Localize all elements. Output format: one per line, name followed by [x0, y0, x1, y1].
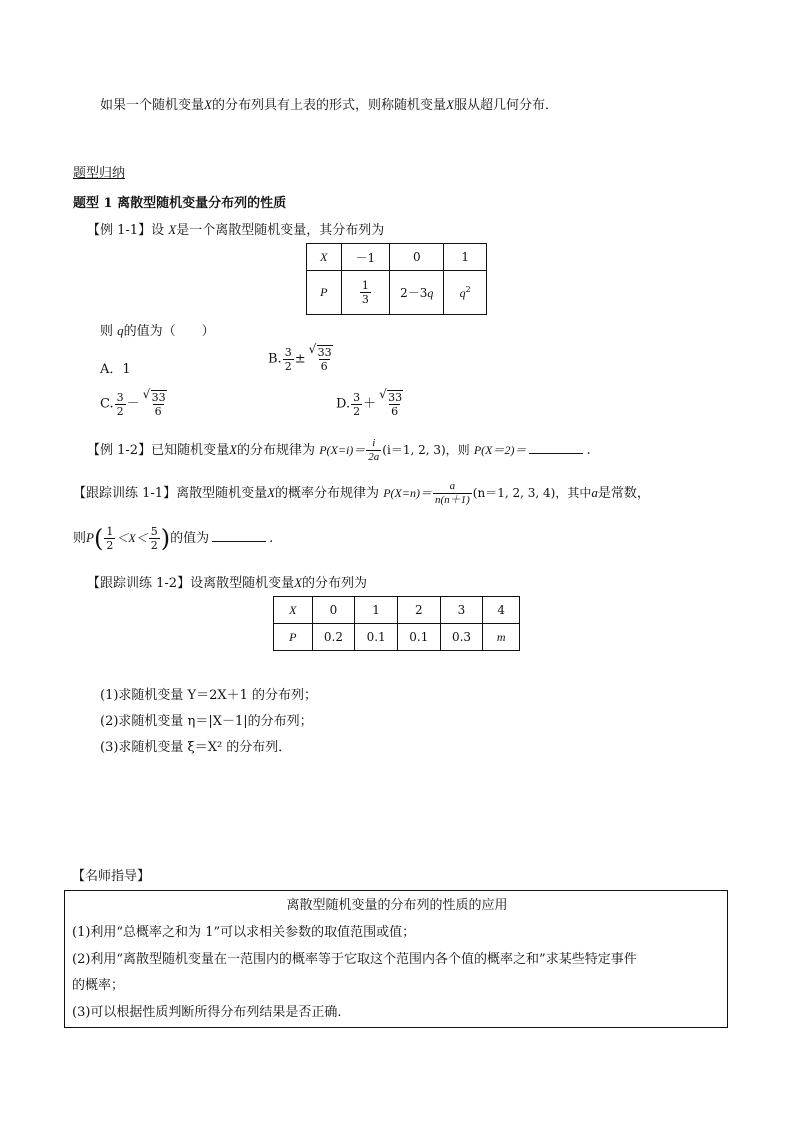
type1-title: 题型 1 离散型随机变量分布列的性质 — [73, 196, 287, 211]
table-cell: 2 — [397, 597, 440, 624]
example-1-1-label: 【例 1-1】 — [87, 223, 152, 238]
teacher-guide-heading: 【名师指导】 — [72, 869, 151, 884]
option-c: C. $\frac{3}{2}$ － √ $\frac{33}{6}$ — [100, 390, 170, 418]
table-cell: X — [307, 244, 342, 271]
intro-text-after: 服从超几何分布． — [453, 98, 558, 113]
training-1-2-q2: (2)求随机变量 η＝|X－1|的分布列； — [100, 714, 313, 729]
example-1-2-line: 【例 1-2】已知随机变量X的分布规律为 P(X=i)＝ $\frac{i}{2a}$ (i＝1, 2, 3)，则 P(X＝2)＝ . — [87, 437, 591, 463]
table-cell: P — [307, 271, 342, 315]
table-cell: 3 — [440, 597, 483, 624]
guide-item-2-line2: 的概率； — [72, 978, 125, 993]
table-cell: m — [483, 624, 520, 651]
training-1-2-table — [273, 596, 520, 651]
table-cell: －1 — [341, 244, 389, 271]
answer-blank — [529, 441, 583, 454]
example-1-1-text-before: 设 — [151, 223, 165, 238]
guide-item-3: (3)可以根据性质判断所得分布列结果是否正确. — [72, 1005, 342, 1020]
intro-var: X — [204, 97, 212, 112]
table-cell: 0.2 — [312, 624, 355, 651]
table-cell: 0.1 — [397, 624, 440, 651]
table-cell: 0.3 — [440, 624, 483, 651]
table-cell: $q^2$ — [444, 271, 487, 315]
table-cell: 4 — [483, 597, 520, 624]
fraction: $\frac{1}{3}$ — [361, 279, 369, 306]
training-1-1-line2: 则P( $\frac{1}{2}$ ＜X＜ $\frac{5}{2}$ )的值为 . — [73, 524, 274, 553]
example-1-1-text-after: 是一个离散型随机变量，其分布列为 — [176, 223, 385, 238]
table-cell: 0 — [390, 244, 444, 271]
table-cell: 1 — [444, 244, 487, 271]
training-1-2-line: 【跟踪训练 1-2】设离散型随机变量X的分布列为 — [87, 575, 368, 591]
guide-item-2-line1: (2)利用“离散型随机变量在一范围内的概率等于它取这个范围内各个值的概率之和”求某些特定事件 — [72, 952, 637, 967]
table-cell: X — [274, 597, 313, 624]
table-cell: 0 — [312, 597, 355, 624]
training-1-1-line1: 【跟踪训练 1-1】离散型随机变量X的概率分布规律为 P(X=n)＝ $\frac{a}{n(n+1)}$ (n＝1, 2, 3, 4)，其中a是常数， — [73, 480, 650, 506]
training-1-2-q3: (3)求随机变量 ξ＝X² 的分布列． — [100, 740, 292, 755]
table-cell — [341, 271, 389, 315]
guide-box-title: 离散型随机变量的分布列的性质的应用 — [286, 898, 508, 913]
table-cell: 0.1 — [355, 624, 398, 651]
teacher-guide-box — [64, 890, 728, 1028]
example-1-1-line — [87, 219, 384, 238]
intro-text-middle: 的分布列具有上表的形式，则称随机变量 — [211, 98, 446, 113]
option-d: D. $\frac{3}{2}$ ＋ √ $\frac{33}{6}$ — [336, 390, 406, 418]
example-1-1-question: 则 q的值为（ ） — [100, 323, 215, 339]
example-1-1-var: X — [168, 222, 177, 237]
option-b: B. $\frac{3}{2}$ ± √ $\frac{33}{6}$ — [268, 345, 336, 373]
example-1-1-table — [306, 243, 487, 315]
answer-blank — [212, 529, 266, 542]
guide-item-1: (1)利用“总概率之和为 1”可以求相关参数的取值范围或值； — [72, 925, 416, 940]
training-1-2-q1: (1)求随机变量 Y＝2X＋1 的分布列； — [100, 688, 318, 703]
table-cell: 1 — [355, 597, 398, 624]
option-a: A．1 — [100, 362, 131, 377]
table-cell: P — [274, 624, 313, 651]
intro-text-before: 如果一个随机变量 — [100, 98, 205, 113]
intro-var2: X — [445, 97, 454, 112]
intro-line — [100, 94, 558, 113]
table-cell: 2－3q — [390, 271, 444, 315]
section-title: 题型归纳 — [73, 166, 126, 181]
